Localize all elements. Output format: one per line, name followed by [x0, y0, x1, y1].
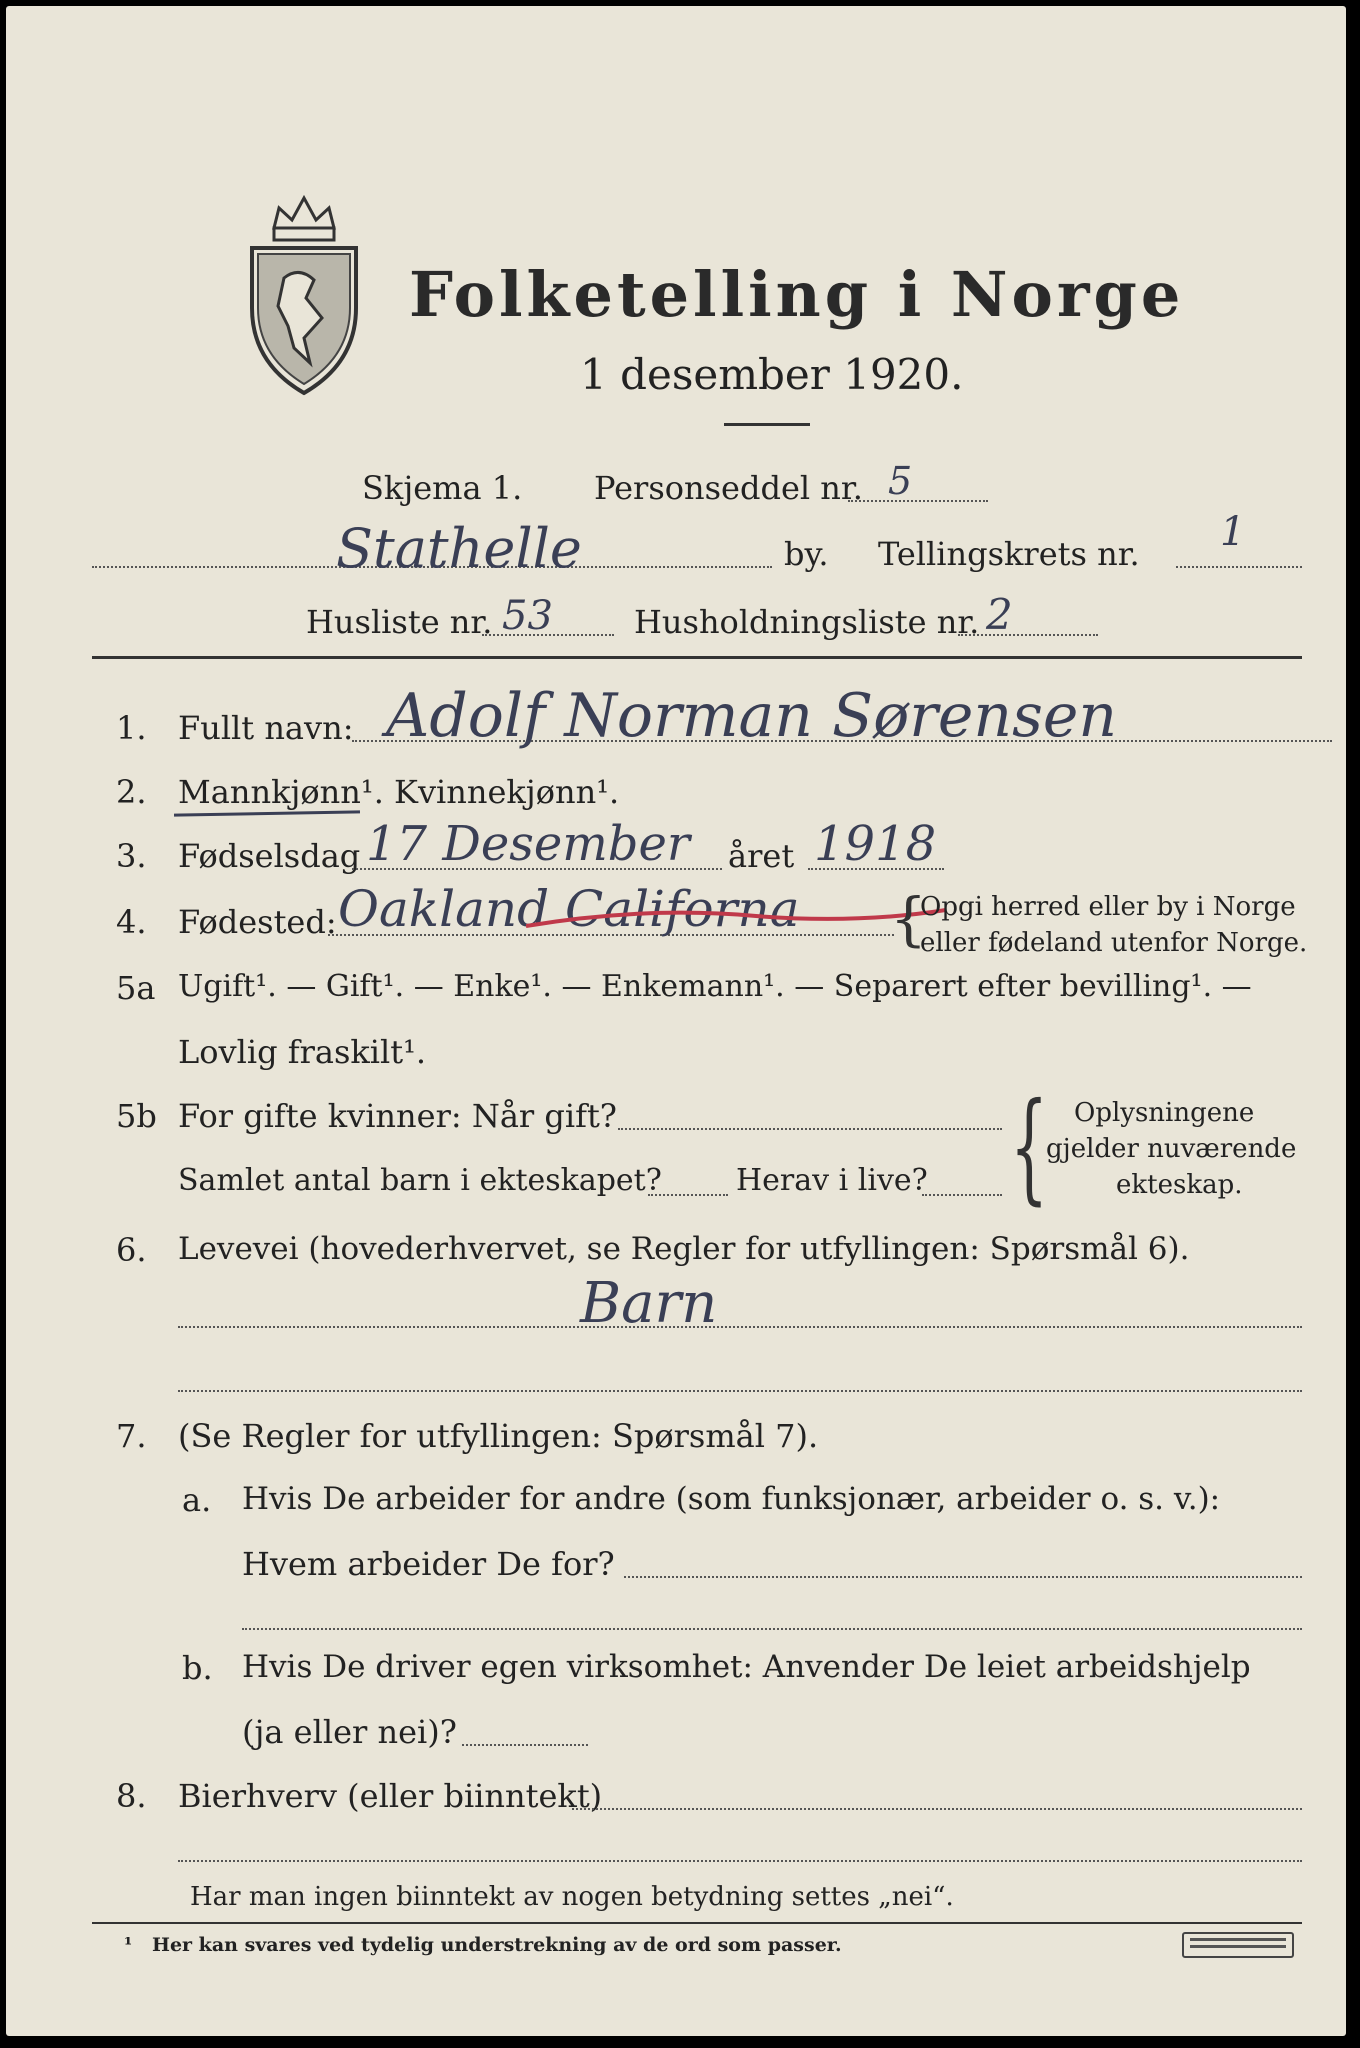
when-married-line	[618, 1128, 1002, 1130]
q2-label: Mannkjønn¹. Kvinnekjønn¹.	[178, 773, 620, 811]
q4-label: Fødested:	[178, 903, 337, 941]
q7-number: 7.	[116, 1417, 147, 1455]
coat-of-arms-icon	[244, 188, 364, 398]
employer-line-1	[624, 1576, 1302, 1578]
full-name-value: Adolf Norman Sørensen	[386, 681, 1118, 751]
form-title: Folketelling i Norge	[409, 258, 1185, 331]
q1-label: Fullt navn:	[178, 709, 354, 747]
tellingskrets-value: 1	[1220, 509, 1246, 555]
q4-note-line1: Opgi herred eller by i Norge	[920, 892, 1296, 922]
q5b-number: 5b	[116, 1097, 157, 1135]
husholdning-line	[958, 634, 1098, 636]
q5b-note-line3: ekteskap.	[1116, 1170, 1243, 1200]
birth-day-value: 17 Desember	[366, 816, 690, 872]
q1-number: 1.	[116, 709, 147, 747]
q5a-number: 5a	[116, 969, 156, 1007]
personseddel-label: Personseddel nr.	[594, 469, 863, 507]
q5b-note-line2: gjelder nuværende	[1046, 1134, 1297, 1164]
q8-label: Bierhverv (eller biinntekt)	[178, 1777, 603, 1815]
q5b-line2b: Herav i live?	[736, 1163, 928, 1198]
occupation-line-2	[178, 1390, 1302, 1392]
q7-label: (Se Regler for utfyllingen: Spørsmål 7).	[178, 1417, 819, 1455]
q5b-bracket: {	[1010, 1078, 1049, 1217]
form-date: 1 desember 1920.	[580, 350, 964, 399]
q5a-line2: Lovlig fraskilt¹.	[178, 1033, 427, 1071]
footnote-text: Her kan svares ved tydelig understrekning av de ord som passer.	[152, 1934, 842, 1956]
q4-note-line2: eller fødeland utenfor Norge.	[920, 928, 1308, 958]
husholdning-label: Husholdningsliste nr.	[634, 603, 980, 641]
husholdning-value: 2	[986, 590, 1013, 639]
q2-number: 2.	[116, 773, 147, 811]
q7b-line2: (ja eller nei)?	[242, 1713, 457, 1751]
birthplace-value: Oakland Californa	[338, 880, 800, 938]
children-alive-line	[922, 1194, 1002, 1196]
footnote-mark: ¹	[124, 1934, 133, 1956]
q7a-line1: Hvis De arbeider for andre (som funksjonær, arbeider o. s. v.):	[242, 1481, 1221, 1517]
q5b-line1: For gifte kvinner: Når gift?	[178, 1097, 617, 1135]
printer-stamp-icon	[1182, 1932, 1294, 1958]
q5a-line1: Ugift¹. — Gift¹. — Enke¹. — Enkemann¹. — Separert efter bevilling¹. —	[178, 969, 1252, 1004]
employer-line-2	[242, 1628, 1302, 1630]
q8-number: 8.	[116, 1777, 147, 1815]
children-count-line	[648, 1194, 728, 1196]
q3-label: Fødselsdag	[178, 837, 361, 875]
side-income-line-2	[178, 1860, 1302, 1862]
occupation-value: Barn	[580, 1271, 718, 1336]
q3-aret: året	[728, 837, 795, 875]
q5b-line2a: Samlet antal barn i ekteskapet?	[178, 1163, 662, 1198]
side-income-line-1	[572, 1808, 1302, 1810]
q6-label: Levevei (hovederhvervet, se Regler for utfyllingen: Spørsmål 6).	[178, 1231, 1190, 1267]
personseddel-value: 5	[888, 459, 913, 503]
occupation-line-1	[178, 1326, 1302, 1328]
hired-help-line	[462, 1744, 588, 1746]
tellingskrets-label: Tellingskrets nr.	[878, 535, 1140, 573]
footer-divider	[92, 1922, 1302, 1924]
no-income-note: Har man ingen biinntekt av nogen betydning settes „nei“.	[190, 1882, 954, 1912]
personseddel-line	[848, 500, 988, 502]
husliste-value: 53	[502, 593, 553, 639]
q7a-letter: a.	[182, 1481, 212, 1519]
q7b-letter: b.	[182, 1649, 213, 1687]
skjema-label: Skjema 1.	[362, 469, 523, 507]
header-divider	[92, 656, 1302, 659]
red-strike-mark	[526, 885, 946, 953]
q6-number: 6.	[116, 1231, 147, 1269]
tellingskrets-line	[1176, 566, 1302, 568]
q7b-line1: Hvis De driver egen virksomhet: Anvender De leiet arbeidshjelp	[242, 1649, 1251, 1685]
census-form	[6, 6, 1346, 2036]
q5b-note-line1: Oplysningene	[1074, 1098, 1255, 1128]
mannkjonn-underline	[174, 810, 360, 816]
place-value: Stathelle	[336, 517, 582, 580]
q4-bracket: {	[890, 885, 927, 953]
title-divider	[724, 423, 810, 426]
q3-number: 3.	[116, 837, 147, 875]
husliste-label: Husliste nr.	[306, 603, 493, 641]
q7a-line2: Hvem arbeider De for?	[242, 1545, 615, 1583]
birth-year-value: 1918	[814, 816, 937, 872]
by-label: by.	[784, 535, 829, 573]
q4-number: 4.	[116, 903, 147, 941]
